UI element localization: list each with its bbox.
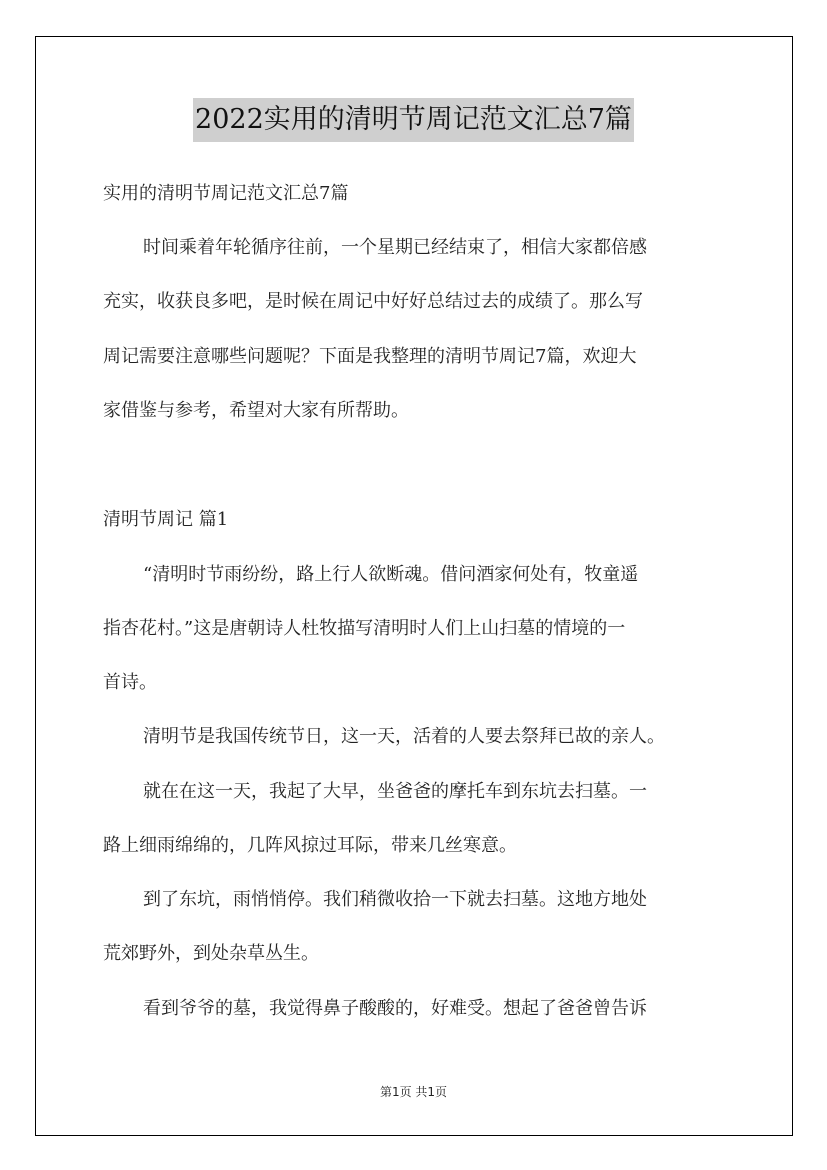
paragraph-line: 看到爷爷的墓，我觉得鼻子酸酸的，好难受。想起了爸爸曾告诉: [143, 998, 647, 1019]
paragraph-line: 荒郊野外，到处杂草丛生。: [103, 943, 319, 964]
paragraph-line: 到了东坑，雨悄悄停。我们稍微收拾一下就去扫墓。这地方地处: [143, 889, 647, 910]
document-title: 2022实用的清明节周记范文汇总7篇: [193, 98, 634, 142]
title-container: [0, 98, 827, 142]
paragraph-line: 充实，收获良多吧，是时候在周记中好好总结过去的成绩了。那么写: [103, 291, 643, 312]
document-subtitle: 实用的清明节周记范文汇总7篇: [103, 183, 349, 204]
paragraph-line: “清明时节雨纷纷，路上行人欲断魂。借问酒家何处有，牧童遥: [143, 564, 639, 585]
page-number: 第1页 共1页: [379, 1085, 448, 1099]
paragraph-line: 首诗。: [103, 672, 157, 693]
paragraph-line: 就在在这一天，我起了大早，坐爸爸的摩托车到东坑去扫墓。一: [143, 781, 647, 802]
paragraph-line: 清明节是我国传统节日，这一天，活着的人要去祭拜已故的亲人。: [143, 726, 665, 747]
paragraph-line: 路上细雨绵绵的，几阵风掠过耳际，带来几丝寒意。: [103, 835, 517, 856]
section-heading: 清明节周记 篇1: [103, 509, 229, 530]
paragraph-line: 指杏花村。”这是唐朝诗人杜牧描写清明时人们上山扫墓的情境的一: [103, 618, 626, 639]
paragraph-line: 时间乘着年轮循序往前，一个星期已经结束了，相信大家都倍感: [143, 237, 647, 258]
paragraph-line: 家借鉴与参考，希望对大家有所帮助。: [103, 400, 409, 421]
paragraph-line: 周记需要注意哪些问题呢？下面是我整理的清明节周记7篇，欢迎大: [103, 346, 637, 367]
